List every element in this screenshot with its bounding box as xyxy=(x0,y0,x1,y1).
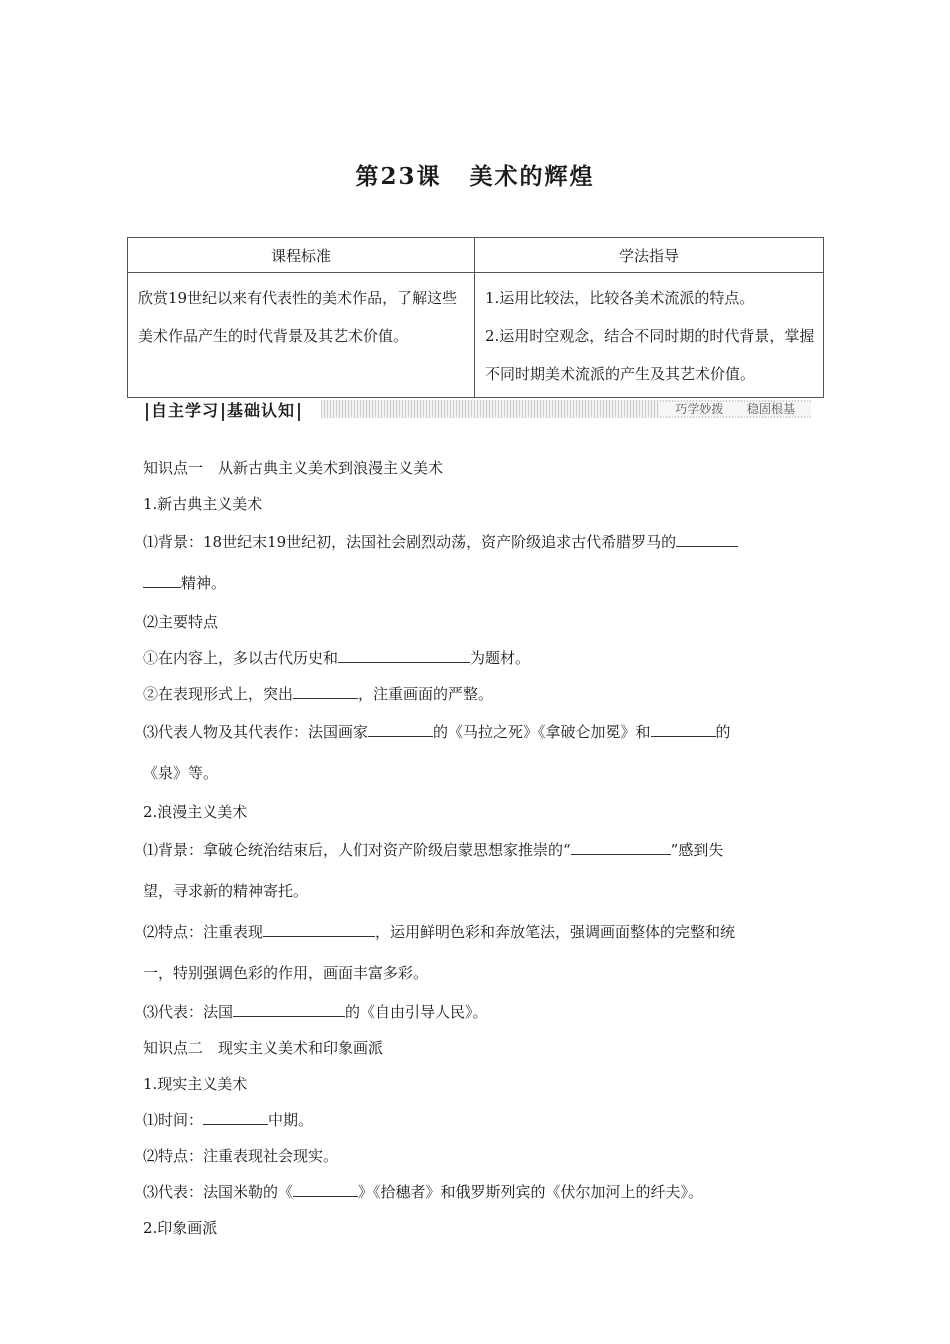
romantic-background-cont: 望，寻求新的精神寄托。 xyxy=(143,882,309,900)
knowledge-point-2: 知识点二 现实主义美术和印象画派 xyxy=(143,1039,384,1057)
banner-self-study: 自主学习 xyxy=(151,401,220,420)
fill-blank[interactable] xyxy=(203,1110,268,1125)
feature-content: ①在内容上，多以古代历史和 为题材。 xyxy=(143,649,531,667)
banner-tagline xyxy=(321,400,811,418)
neoclassical-representatives: ⑶代表人物及其代表作：法国画家 的《马拉之死》《拿破仑加冕》和 的 xyxy=(143,723,731,741)
header-standard: 课程标准 xyxy=(128,238,475,273)
romantic-features-cont: 一，特别强调色彩的作用，画面丰富多彩。 xyxy=(143,964,429,982)
romantic-representative: ⑶代表：法国 的《自由引导人民》。 xyxy=(143,1003,488,1021)
realism-features: ⑵特点：注重表现社会现实。 xyxy=(143,1147,339,1165)
fill-blank[interactable] xyxy=(143,573,181,588)
realism-time: ⑴时间： 中期。 xyxy=(143,1111,314,1129)
fill-blank[interactable] xyxy=(651,722,716,737)
fill-blank[interactable] xyxy=(293,684,358,699)
neoclassical-representatives-cont: 《泉》等。 xyxy=(143,764,219,782)
neoclassical-background: ⑴背景：18世纪末19世纪初，法国社会剧烈动荡，资产阶级追求古代希腊罗马的 xyxy=(143,522,811,563)
feature-form: ②在表现形式上，突出 ，注重画面的严整。 xyxy=(143,685,494,703)
impressionism-heading: 2.印象画派 xyxy=(143,1219,218,1237)
lesson-title xyxy=(0,158,950,191)
romantic-heading: 2.浪漫主义美术 xyxy=(143,803,248,821)
realism-heading: 1.现实主义美术 xyxy=(143,1075,248,1093)
romantic-background: ⑴背景：拿破仑统治结束后，人们对资产阶级启蒙思想家推崇的“ ”感到失 xyxy=(143,841,724,859)
realism-representatives: ⑶代表：法国米勒的《 》《拾穗者》和俄罗斯列宾的《伏尔加河上的纤夫》。 xyxy=(143,1183,704,1201)
lesson-name: 美术的辉煌 xyxy=(469,163,595,190)
neoclassical-features: ⑵主要特点 xyxy=(143,613,219,631)
lesson-number: 第23课 xyxy=(355,163,442,190)
standard-cell: 欣赏19世纪以来有代表性的美术作品，了解这些美术作品产生的时代背景及其艺术价值。 xyxy=(128,273,475,398)
guide-item-2: 2.运用时空观念，结合不同时期的时代背景，掌握不同时期美术流派的产生及其艺术价值。 xyxy=(485,327,815,383)
guide-cell xyxy=(475,273,824,398)
banner-basics: 基础认知 xyxy=(227,401,296,420)
neoclassical-heading: 1.新古典主义美术 xyxy=(143,495,263,513)
banner-title xyxy=(143,398,303,420)
fill-blank[interactable] xyxy=(571,840,671,855)
header-guide: 学法指导 xyxy=(475,238,824,273)
curriculum-table xyxy=(127,237,824,398)
fill-blank[interactable] xyxy=(368,722,433,737)
neoclassical-background-cont: 精神。 xyxy=(143,563,811,604)
fill-blank[interactable] xyxy=(293,1182,358,1197)
section-banner xyxy=(143,398,811,420)
banner-tag-1: 巧学妙拨 xyxy=(667,402,731,416)
knowledge-point-1: 知识点一 从新古典主义美术到浪漫主义美术 xyxy=(143,459,444,477)
fill-blank[interactable] xyxy=(338,648,470,663)
guide-item-1: 1.运用比较法，比较各美术流派的特点。 xyxy=(485,289,755,307)
romantic-features: ⑵特点：注重表现 ，运用鲜明色彩和奔放笔法，强调画面整体的完整和统 xyxy=(143,923,736,941)
banner-tag-2: 稳固根基 xyxy=(739,402,803,416)
study-content xyxy=(143,450,811,1246)
fill-blank[interactable] xyxy=(263,922,375,937)
fill-blank[interactable] xyxy=(233,1002,345,1017)
fill-blank[interactable] xyxy=(676,532,738,547)
